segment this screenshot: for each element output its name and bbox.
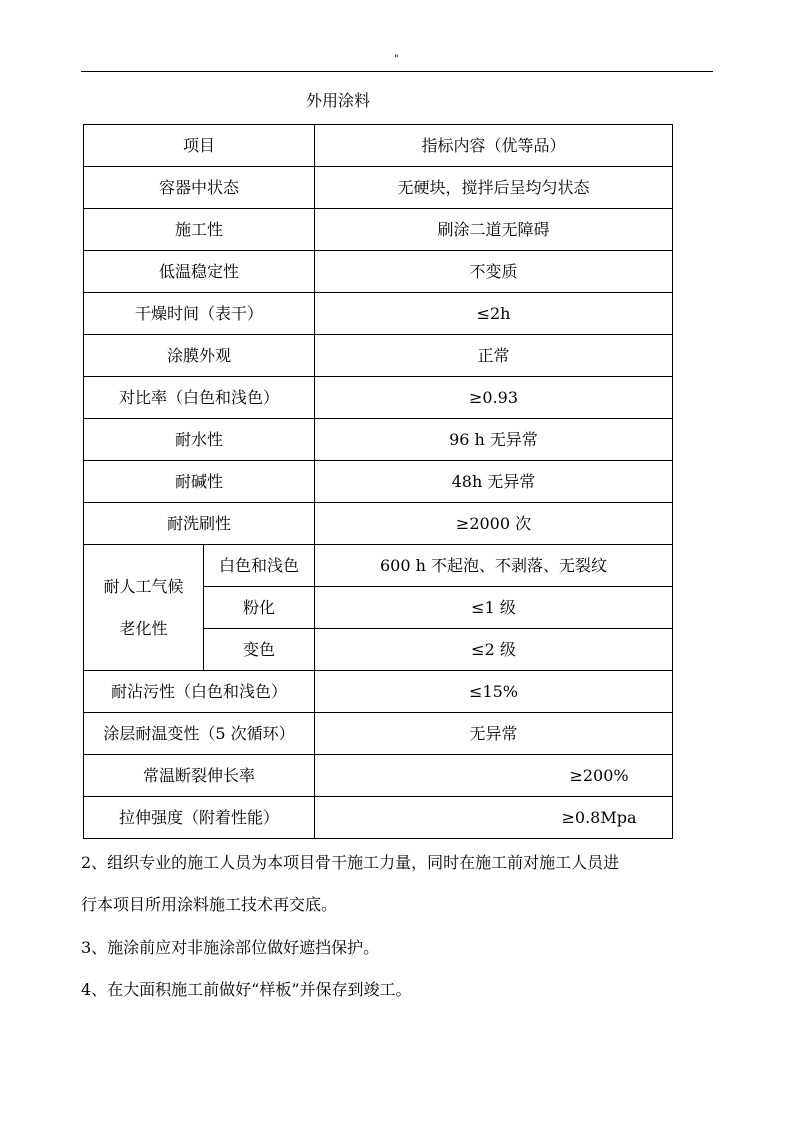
item-cell: 涂层耐温变性（5 次循环） <box>84 713 315 755</box>
value-cell: ≤2 级 <box>315 629 673 671</box>
value-cell: 刷涂二道无障碍 <box>315 209 673 251</box>
value-cell: ≥0.8Mpa <box>315 797 673 839</box>
group-label-cell <box>84 545 204 671</box>
table-row <box>84 335 673 377</box>
value-cell: 96 h 无异常 <box>315 419 673 461</box>
item-cell: 耐水性 <box>84 419 315 461</box>
header-mark: " <box>394 54 399 65</box>
value-cell: 600 h 不起泡、不剥落、无裂纹 <box>315 545 673 587</box>
value-cell: ≥0.93 <box>315 377 673 419</box>
header-content-cell: 指标内容（优等品） <box>315 125 673 167</box>
table-row <box>84 209 673 251</box>
value-cell: 不变质 <box>315 251 673 293</box>
table-row <box>84 377 673 419</box>
item-cell: 耐沾污性（白色和浅色） <box>84 671 315 713</box>
table-row <box>84 713 673 755</box>
group-label-line-2: 老化性 <box>119 618 168 638</box>
header-item-cell: 项目 <box>84 125 315 167</box>
item-cell: 低温稳定性 <box>84 251 315 293</box>
group-label-line-1: 耐人工气候 <box>103 576 184 596</box>
item-cell: 常温断裂伸长率 <box>84 755 315 797</box>
table-row <box>84 797 673 839</box>
item-cell: 对比率（白色和浅色） <box>84 377 315 419</box>
item-cell: 施工性 <box>84 209 315 251</box>
paragraph-3: 3、施涂前应对非施涂部位做好遮挡保护。 <box>81 938 380 957</box>
header-rule <box>81 71 713 72</box>
value-cell: 正常 <box>315 335 673 377</box>
table-row <box>84 419 673 461</box>
value-cell: ≤15% <box>315 671 673 713</box>
value-cell: ≤1 级 <box>315 587 673 629</box>
spec-table <box>83 124 673 839</box>
item-cell: 干燥时间（表干） <box>84 293 315 335</box>
table-title: 外用涂料 <box>306 91 371 110</box>
value-cell: 48h 无异常 <box>315 461 673 503</box>
table-row <box>84 461 673 503</box>
table-row <box>84 293 673 335</box>
value-cell: ≥2000 次 <box>315 503 673 545</box>
sub-item-cell: 变色 <box>204 629 315 671</box>
value-cell: ≥200% <box>315 755 673 797</box>
item-cell: 耐洗刷性 <box>84 503 315 545</box>
paragraph-2-line-2: 行本项目所用涂料施工技术再交底。 <box>81 895 338 914</box>
value-cell: 无异常 <box>315 713 673 755</box>
table-row <box>84 251 673 293</box>
item-cell: 耐碱性 <box>84 461 315 503</box>
value-cell: ≤2h <box>315 293 673 335</box>
table-row <box>84 167 673 209</box>
sub-item-cell: 粉化 <box>204 587 315 629</box>
table-row <box>84 671 673 713</box>
item-cell: 容器中状态 <box>84 167 315 209</box>
item-cell: 拉伸强度（附着性能） <box>84 797 315 839</box>
value-cell: 无硬块，搅拌后呈均匀状态 <box>315 167 673 209</box>
table-row <box>84 755 673 797</box>
table-header-row <box>84 125 673 167</box>
table-row <box>84 545 673 587</box>
item-cell: 涂膜外观 <box>84 335 315 377</box>
paragraph-2-line-1: 2、组织专业的施工人员为本项目骨干施工力量，同时在施工前对施工人员进 <box>81 853 620 872</box>
sub-item-cell: 白色和浅色 <box>204 545 315 587</box>
table-row <box>84 503 673 545</box>
paragraph-4: 4、在大面积施工前做好“样板”并保存到竣工。 <box>81 980 412 999</box>
